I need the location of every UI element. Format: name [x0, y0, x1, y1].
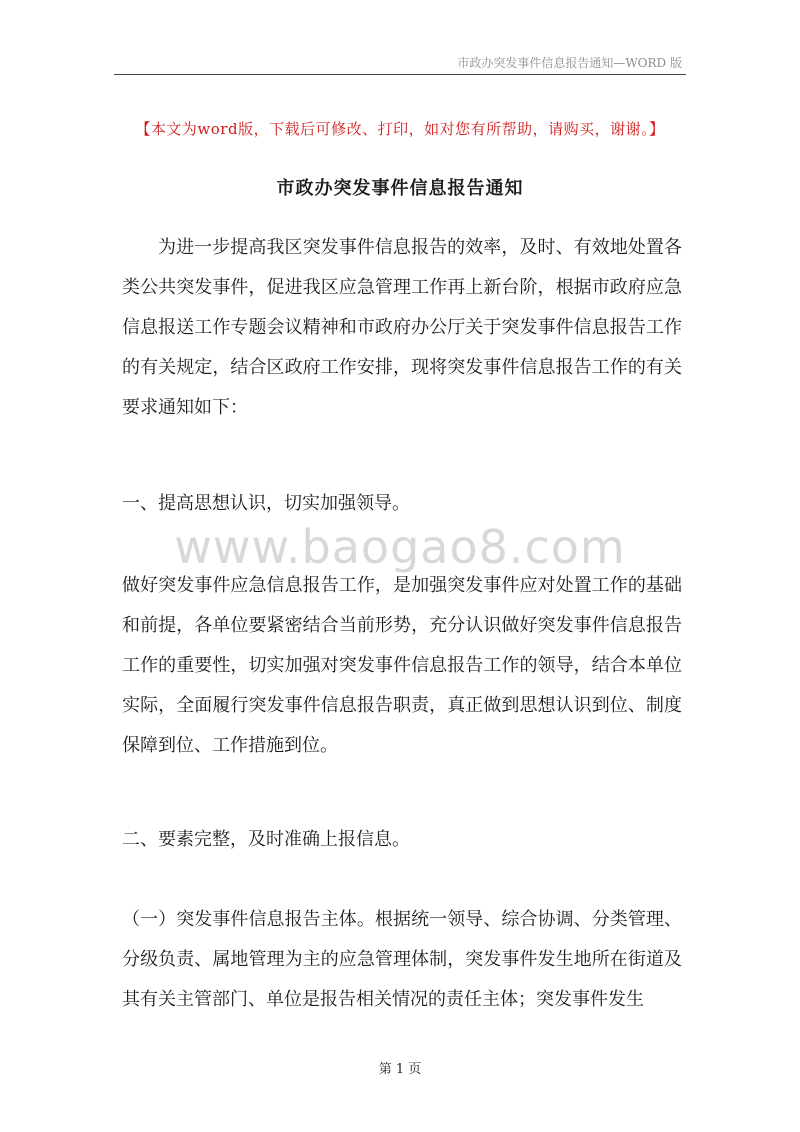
download-notice: 【本文为word版，下载后可修改、打印，如对您有所帮助，请购买，谢谢。】	[135, 120, 665, 138]
page-number: 第 1 页	[378, 1062, 422, 1077]
intro-paragraph: 为进一步提高我区突发事件信息报告的效率，及时、有效地处置各类公共突发事件，促进我区应急管理工作再上新台阶，根据市政府应急信息报送工作专题会议精神和市政府办公厅关于突发事件信息报告工作的有关规定，结合区政府工作安排，现将突发事件信息报告工作的有关要求通知如下：	[122, 237, 682, 418]
section-1-paragraph: 做好突发事件应急信息报告工作，是加强突发事件应对处置工作的基础和前提，各单位要紧密结合当前形势，充分认识做好突发事件信息报告工作的重要性，切实加强对突发事件信息报告工作的领导，结合本单位实际，全面履行突发事件信息报告职责，真正做到思想认识到位、制度保障到位、工作措施到位。	[122, 575, 682, 756]
section-heading-1: 一、提高思想认识，切实加强领导。	[122, 493, 410, 514]
section-2-paragraph: （一）突发事件信息报告主体。根据统一领导、综合协调、分类管理、分级负责、属地管理为主的应急管理体制，突发事件发生地所在街道及其有关主管部门、单位是报告相关情况的责任主体；突发事件发生	[122, 909, 682, 1010]
page-header-text: 市政办突发事件信息报告通知—WORD 版	[457, 56, 682, 70]
document-title: 市政办突发事件信息报告通知	[276, 178, 524, 199]
section-heading-2: 二、要素完整，及时准确上报信息。	[122, 829, 410, 850]
watermark: www.baogao8.com	[174, 520, 626, 574]
header-divider	[114, 74, 686, 75]
